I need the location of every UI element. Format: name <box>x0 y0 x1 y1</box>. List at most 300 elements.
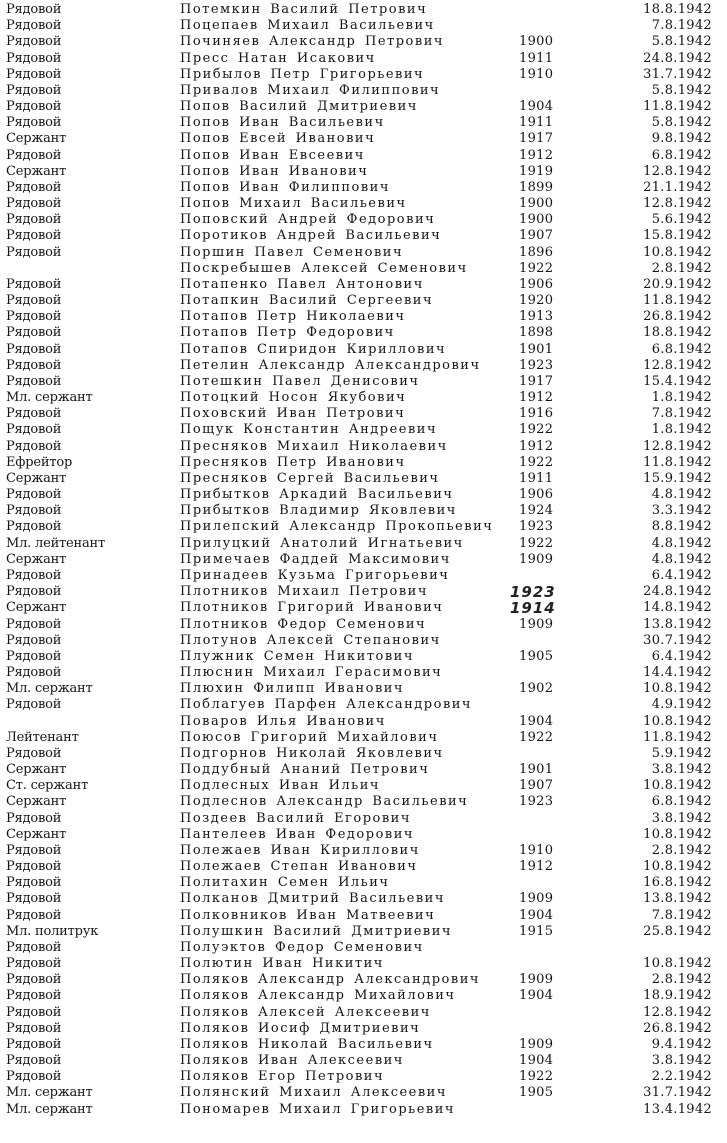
record-date: 10.8.1942 <box>643 956 712 971</box>
record-row <box>0 972 727 988</box>
record-year: 1924 <box>519 503 554 519</box>
record-name: Пресняков Сергей Васильевич <box>180 470 440 486</box>
record-name: Полянский Михаил Алексеевич <box>180 1085 447 1101</box>
record-row <box>0 83 727 99</box>
record-rank: Рядовой <box>6 616 62 632</box>
record-row <box>0 1085 727 1101</box>
record-date: 9.8.1942 <box>651 131 712 147</box>
record-row <box>0 390 727 406</box>
record-rank: Мл. сержант <box>6 390 93 406</box>
record-date: 15.9.1942 <box>643 470 712 486</box>
record-row <box>0 245 727 261</box>
record-row <box>0 455 727 471</box>
record-rank: Рядовой <box>6 519 62 535</box>
record-name: Прилуцкий Анатолий Игнатьевич <box>180 535 464 551</box>
record-rank: Рядовой <box>6 1036 62 1052</box>
record-rank: Рядовой <box>6 228 62 244</box>
record-name: Поблагуев Парфен Александрович <box>180 697 473 713</box>
record-rank: Рядовой <box>6 438 62 454</box>
record-row <box>0 261 727 277</box>
record-date: 1.8.1942 <box>651 422 712 438</box>
record-rank: Рядовой <box>6 99 62 114</box>
record-rank: Рядовой <box>6 1004 62 1020</box>
record-rank: Рядовой <box>6 875 62 891</box>
record-date: 24.8.1942 <box>643 584 712 600</box>
record-year: 1910 <box>519 66 554 82</box>
record-date: 12.8.1942 <box>643 196 712 211</box>
record-rank: Рядовой <box>6 341 62 357</box>
record-date: 3.8.1942 <box>651 810 712 826</box>
record-row <box>0 439 727 455</box>
record-date: 24.8.1942 <box>643 50 712 66</box>
record-row <box>0 762 727 778</box>
record-name: Пресс Натан Исакович <box>180 50 376 66</box>
record-year: 1904 <box>519 988 554 1004</box>
record-name: Потапов Спиридон Кириллович <box>180 341 447 357</box>
record-row <box>0 1005 727 1021</box>
record-year: 1906 <box>519 487 554 503</box>
record-row <box>0 600 727 616</box>
record-row <box>0 681 727 697</box>
record-name: Попов Иван Васильевич <box>180 115 385 131</box>
record-year: 1898 <box>519 325 554 341</box>
record-date: 18.9.1942 <box>643 988 712 1004</box>
record-rank: Рядовой <box>6 422 62 438</box>
record-name: Поляков Александр Александрович <box>180 972 480 988</box>
record-row <box>0 908 727 924</box>
record-year: 1917 <box>519 373 554 389</box>
record-row <box>0 633 727 649</box>
record-name: Примечаев Фаддей Максимович <box>180 551 451 567</box>
record-name: Плотников Михаил Петрович <box>180 584 428 600</box>
record-row <box>0 471 727 487</box>
record-name: Потоцкий Носон Якубович <box>180 390 407 406</box>
record-rank: Рядовой <box>6 147 62 163</box>
record-date: 16.8.1942 <box>643 875 712 891</box>
record-year: 1909 <box>519 616 554 632</box>
record-rank: Мл. сержант <box>6 1085 93 1101</box>
record-row <box>0 358 727 374</box>
record-year: 1904 <box>519 907 554 923</box>
record-row <box>0 730 727 746</box>
record-row <box>0 536 727 552</box>
record-row <box>0 552 727 568</box>
record-row <box>0 503 727 519</box>
record-name: Попов Иван Евсеевич <box>180 147 365 163</box>
record-year: 1904 <box>519 1053 554 1069</box>
record-row <box>0 228 727 244</box>
record-row <box>0 714 727 730</box>
record-year: 1922 <box>519 535 554 551</box>
record-row <box>0 18 727 34</box>
record-rank: Сержант <box>6 551 67 567</box>
record-rank: Сержант <box>6 470 67 486</box>
record-name: Полежаев Степан Иванович <box>180 859 418 874</box>
record-rank: Ефрейтор <box>6 454 73 470</box>
record-name: Потапкин Василий Сергеевич <box>180 293 434 309</box>
record-date: 5.8.1942 <box>651 82 712 98</box>
record-rank: Ст. сержант <box>6 778 89 794</box>
record-year: 1899 <box>519 179 554 195</box>
record-name: Поваров Илья Иванович <box>180 713 386 729</box>
record-rank: Мл. сержант <box>6 1101 93 1117</box>
record-name: Полютин Иван Никитич <box>180 956 384 971</box>
record-date: 5.6.1942 <box>651 212 712 228</box>
record-date: 15.4.1942 <box>643 373 712 389</box>
record-name: Полуэктов Федор Семенович <box>180 939 424 955</box>
record-date: 7.8.1942 <box>651 18 712 34</box>
record-row <box>0 956 727 972</box>
record-row <box>0 746 727 762</box>
record-rank: Рядовой <box>6 665 62 680</box>
record-date: 14.4.1942 <box>643 665 712 680</box>
record-date: 6.8.1942 <box>651 147 712 163</box>
record-name: Пантелеев Иван Федорович <box>180 826 414 842</box>
record-year: 1906 <box>519 276 554 292</box>
record-rank: Рядовой <box>6 745 62 761</box>
record-name: Подлеснов Александр Васильевич <box>180 794 469 810</box>
record-year: 1905 <box>519 1085 554 1101</box>
record-rank: Рядовой <box>6 939 62 955</box>
record-date: 13.8.1942 <box>643 616 712 632</box>
record-rank: Рядовой <box>6 115 62 131</box>
record-date: 10.8.1942 <box>643 244 712 260</box>
record-year: 1900 <box>519 196 554 211</box>
record-rank: Рядовой <box>6 988 62 1004</box>
record-year: 1900 <box>519 212 554 228</box>
record-year: 1909 <box>519 551 554 567</box>
record-row <box>0 697 727 713</box>
record-date: 10.8.1942 <box>643 681 712 697</box>
record-row <box>0 794 727 810</box>
record-row <box>0 875 727 891</box>
record-row <box>0 568 727 584</box>
record-date: 18.8.1942 <box>643 325 712 341</box>
record-row <box>0 487 727 503</box>
record-row <box>0 164 727 180</box>
record-row <box>0 180 727 196</box>
record-name: Политахин Семен Ильич <box>180 875 390 891</box>
record-year: 1922 <box>519 454 554 470</box>
record-date: 5.9.1942 <box>651 745 712 761</box>
record-date: 4.9.1942 <box>651 697 712 713</box>
record-row <box>0 212 727 228</box>
record-year: 1912 <box>519 438 554 454</box>
record-name: Подгорнов Николай Яковлевич <box>180 745 444 761</box>
record-year: 1901 <box>519 341 554 357</box>
record-year: 1912 <box>519 147 554 163</box>
record-year: 1922 <box>519 1069 554 1085</box>
record-rank: Рядовой <box>6 632 62 648</box>
record-name: Поляков Егор Петрович <box>180 1069 385 1085</box>
record-year: 1900 <box>519 34 554 50</box>
record-name: Поляков Александр Михайлович <box>180 988 456 1004</box>
record-date: 3.3.1942 <box>651 503 712 519</box>
record-row <box>0 374 727 390</box>
record-name: Плотунов Алексей Степанович <box>180 632 441 648</box>
record-row <box>0 649 727 665</box>
record-name: Поцепаев Михаил Васильевич <box>180 18 435 34</box>
record-name: Поротиков Андрей Васильевич <box>180 228 442 244</box>
record-name: Плотников Федор Семенович <box>180 616 427 632</box>
record-row <box>0 843 727 859</box>
record-date: 11.8.1942 <box>643 99 712 114</box>
record-name: Принадеев Кузьма Григорьевич <box>180 568 450 583</box>
record-date: 12.8.1942 <box>643 438 712 454</box>
record-year: 1909 <box>519 891 554 907</box>
record-name: Поляков Николай Васильевич <box>180 1036 434 1052</box>
record-name: Пощук Константин Андреевич <box>180 422 438 438</box>
record-rank: Рядовой <box>6 1020 62 1036</box>
record-row <box>0 196 727 212</box>
record-year: 1913 <box>519 309 554 325</box>
record-name: Пресняков Михаил Николаевич <box>180 438 448 454</box>
record-row <box>0 811 727 827</box>
record-date: 2.8.1942 <box>651 260 712 276</box>
record-year: 1912 <box>519 390 554 406</box>
record-rank: Рядовой <box>6 1053 62 1069</box>
record-year: 1915 <box>519 923 554 939</box>
record-date: 7.8.1942 <box>651 907 712 923</box>
record-rank: Рядовой <box>6 2 62 17</box>
record-date: 5.8.1942 <box>651 115 712 131</box>
record-rank: Мл. политрук <box>6 923 99 939</box>
record-name: Поздеев Василий Егорович <box>180 810 411 826</box>
record-date: 11.8.1942 <box>643 293 712 309</box>
record-year: 1905 <box>519 648 554 664</box>
record-date: 12.8.1942 <box>643 1004 712 1020</box>
record-row <box>0 1037 727 1053</box>
record-row <box>0 891 727 907</box>
record-date: 9.4.1942 <box>651 1036 712 1052</box>
record-row <box>0 1053 727 1069</box>
record-date: 8.8.1942 <box>651 519 712 535</box>
record-year: 1896 <box>519 244 554 260</box>
record-date: 25.8.1942 <box>643 923 712 939</box>
record-rank: Рядовой <box>6 584 62 600</box>
record-date: 31.7.1942 <box>643 66 712 82</box>
record-rank: Сержант <box>6 826 67 842</box>
record-rank: Рядовой <box>6 212 62 228</box>
record-date: 6.4.1942 <box>651 648 712 664</box>
record-name: Пресняков Петр Иванович <box>180 454 406 470</box>
record-name: Пономарев Михаил Григорьевич <box>180 1101 455 1117</box>
record-row <box>0 940 727 956</box>
record-name: Потапов Петр Федорович <box>180 325 395 341</box>
record-date: 30.7.1942 <box>643 632 712 648</box>
record-rank: Рядовой <box>6 859 62 874</box>
record-row <box>0 115 727 131</box>
record-rank: Лейтенант <box>6 729 79 745</box>
record-year: 1922 <box>519 729 554 745</box>
record-date: 3.8.1942 <box>651 762 712 777</box>
record-row <box>0 422 727 438</box>
record-name: Попов Василий Дмитриевич <box>180 99 418 114</box>
record-row <box>0 277 727 293</box>
record-row <box>0 148 727 164</box>
record-name: Попов Иван Филиппович <box>180 179 390 195</box>
record-date: 10.8.1942 <box>643 713 712 729</box>
record-date: 6.8.1942 <box>651 794 712 810</box>
handwritten-year: 1914 <box>510 599 556 618</box>
record-row <box>0 584 727 600</box>
record-row <box>0 1102 727 1118</box>
record-rank: Сержант <box>6 131 67 147</box>
record-rank: Рядовой <box>6 357 62 373</box>
record-date: 5.8.1942 <box>651 34 712 50</box>
record-rank: Рядовой <box>6 293 62 309</box>
record-date: 7.8.1942 <box>651 406 712 422</box>
record-rank: Рядовой <box>6 487 62 503</box>
record-rank: Рядовой <box>6 179 62 195</box>
record-row <box>0 67 727 83</box>
record-date: 12.8.1942 <box>643 163 712 179</box>
record-row <box>0 51 727 67</box>
record-rank: Сержант <box>6 762 67 777</box>
record-year: 1907 <box>519 778 554 794</box>
record-name: Попов Евсей Иванович <box>180 131 376 147</box>
record-name: Полежаев Иван Кириллович <box>180 842 420 858</box>
record-name: Прибытков Владимир Яковлевич <box>180 503 457 519</box>
record-date: 13.4.1942 <box>643 1101 712 1117</box>
record-year: 1909 <box>519 1036 554 1052</box>
record-row <box>0 827 727 843</box>
record-rank: Рядовой <box>6 66 62 82</box>
record-row <box>0 293 727 309</box>
record-rank: Рядовой <box>6 1069 62 1085</box>
record-date: 12.8.1942 <box>643 357 712 373</box>
handwritten-year: 1923 <box>510 583 556 602</box>
record-year: 1922 <box>519 260 554 276</box>
record-year: 1910 <box>519 842 554 858</box>
record-rank: Рядовой <box>6 18 62 34</box>
record-name: Плужник Семен Никитович <box>180 648 414 664</box>
record-date: 26.8.1942 <box>643 1020 712 1036</box>
record-date: 6.8.1942 <box>651 341 712 357</box>
record-rank: Сержант <box>6 794 67 810</box>
record-rank: Рядовой <box>6 503 62 519</box>
record-name: Поляков Иван Алексеевич <box>180 1053 404 1069</box>
record-name: Поршин Павел Семенович <box>180 244 404 260</box>
record-name: Починяев Александр Петрович <box>180 34 444 50</box>
record-name: Поюсов Григорий Михайлович <box>180 729 439 745</box>
record-date: 10.8.1942 <box>643 859 712 874</box>
record-name: Петелин Александр Александрович <box>180 357 481 373</box>
record-rank: Рядовой <box>6 568 62 583</box>
record-name: Потемкин Василий Петрович <box>180 2 428 17</box>
record-date: 4.8.1942 <box>651 535 712 551</box>
record-name: Потапов Петр Николаевич <box>180 309 406 325</box>
record-year: 1909 <box>519 972 554 988</box>
record-rank: Мл. лейтенант <box>6 535 106 551</box>
record-rank: Рядовой <box>6 50 62 66</box>
record-row <box>0 2 727 18</box>
record-rank: Рядовой <box>6 309 62 325</box>
record-name: Полушкин Василий Дмитриевич <box>180 923 453 939</box>
record-date: 3.8.1942 <box>651 1053 712 1069</box>
record-year: 1911 <box>519 470 554 486</box>
record-rank: Рядовой <box>6 34 62 50</box>
record-row <box>0 617 727 633</box>
record-name: Попов Михаил Васильевич <box>180 196 407 211</box>
record-year: 1923 <box>519 357 554 373</box>
record-year: 1904 <box>519 99 554 114</box>
record-year: 1911 <box>519 50 554 66</box>
record-rank: Рядовой <box>6 373 62 389</box>
record-date: 15.8.1942 <box>643 228 712 244</box>
record-date: 2.2.1942 <box>651 1069 712 1085</box>
record-name: Плюхин Филипп Иванович <box>180 681 405 697</box>
record-row <box>0 519 727 535</box>
record-name: Прибытков Аркадий Васильевич <box>180 487 454 503</box>
record-name: Потешкин Павел Денисович <box>180 373 420 389</box>
record-date: 10.8.1942 <box>643 826 712 842</box>
record-rank: Рядовой <box>6 810 62 826</box>
record-name: Привалов Михаил Филиппович <box>180 82 441 98</box>
record-row <box>0 924 727 940</box>
record-rank: Рядовой <box>6 325 62 341</box>
record-name: Подлесных Иван Ильич <box>180 778 381 794</box>
record-rank: Рядовой <box>6 956 62 971</box>
record-rank: Рядовой <box>6 82 62 98</box>
record-date: 11.8.1942 <box>643 729 712 745</box>
record-row <box>0 665 727 681</box>
record-rank: Рядовой <box>6 697 62 713</box>
record-row <box>0 309 727 325</box>
record-rank: Рядовой <box>6 842 62 858</box>
record-rank: Сержант <box>6 600 67 616</box>
record-date: 20.9.1942 <box>643 276 712 292</box>
record-rank: Рядовой <box>6 244 62 260</box>
record-year: 1923 <box>519 519 554 535</box>
record-name: Потапенко Павел Антонович <box>180 276 424 292</box>
record-row <box>0 1069 727 1085</box>
record-date: 1.8.1942 <box>651 390 712 406</box>
record-date: 26.8.1942 <box>643 309 712 325</box>
record-date: 13.8.1942 <box>643 891 712 907</box>
record-year: 1923 <box>519 794 554 810</box>
record-date: 14.8.1942 <box>643 600 712 616</box>
record-rank: Рядовой <box>6 648 62 664</box>
record-row <box>0 342 727 358</box>
record-date: 10.8.1942 <box>643 778 712 794</box>
record-date: 18.8.1942 <box>643 2 712 17</box>
record-row <box>0 34 727 50</box>
record-year: 1917 <box>519 131 554 147</box>
record-rank: Рядовой <box>6 891 62 907</box>
record-rank: Мл. сержант <box>6 681 93 697</box>
record-date: 31.7.1942 <box>643 1085 712 1101</box>
record-year: 1919 <box>519 163 554 179</box>
record-row <box>0 406 727 422</box>
record-name: Прилепский Александр Прокопьевич <box>180 519 494 535</box>
record-rank: Сержант <box>6 163 67 179</box>
record-row <box>0 778 727 794</box>
record-row <box>0 99 727 115</box>
record-rank: Рядовой <box>6 972 62 988</box>
record-year: 1920 <box>519 293 554 309</box>
record-year: 1902 <box>519 681 554 697</box>
record-date: 21.1.1942 <box>643 179 712 195</box>
record-date: 2.8.1942 <box>651 972 712 988</box>
record-rank: Рядовой <box>6 406 62 422</box>
record-date: 6.4.1942 <box>651 568 712 583</box>
record-row <box>0 859 727 875</box>
record-name: Поддубный Ананий Петрович <box>180 762 430 777</box>
record-year: 1911 <box>519 115 554 131</box>
record-year: 1901 <box>519 762 554 777</box>
record-date: 4.8.1942 <box>651 551 712 567</box>
